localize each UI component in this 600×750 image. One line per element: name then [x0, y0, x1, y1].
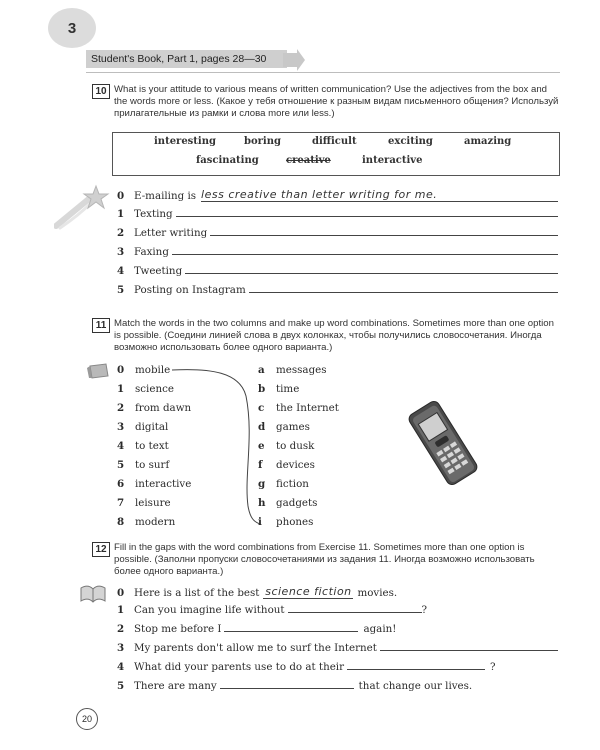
- sentence-after: that change our lives.: [358, 680, 473, 692]
- right-column-item[interactable]: [258, 402, 339, 414]
- item-word: games: [276, 421, 310, 433]
- item-number: 5: [117, 284, 125, 296]
- answer-line[interactable]: [249, 292, 558, 293]
- answer-line[interactable]: [210, 235, 558, 236]
- item-number: 7: [117, 497, 125, 509]
- students-book-reference: Student's Book, Part 1, pages 28—30: [86, 50, 287, 68]
- sentence-before: Can you imagine life without: [134, 604, 285, 616]
- sentence-after: movies.: [357, 587, 398, 599]
- item-number: 5: [117, 459, 125, 471]
- item-letter: f: [258, 459, 263, 471]
- item-word: leisure: [135, 497, 171, 509]
- item-word: to text: [135, 440, 169, 452]
- item-word: fiction: [276, 478, 309, 490]
- left-column-item[interactable]: [117, 364, 170, 376]
- item-number: 2: [117, 402, 125, 414]
- exercise-12-number: 12: [92, 542, 110, 557]
- exercise-12-item: [117, 680, 472, 692]
- item-number: 1: [117, 604, 125, 616]
- exercise-10-item: [117, 208, 558, 220]
- item-prompt: Faxing: [134, 246, 169, 258]
- box-word: difficult: [312, 136, 357, 147]
- eraser-icon: [86, 362, 110, 380]
- item-letter: h: [258, 497, 266, 509]
- item-prompt: Texting: [134, 208, 173, 220]
- item-number: 3: [117, 642, 125, 654]
- exercise-12-item: [117, 661, 496, 673]
- item-word: modern: [135, 516, 176, 528]
- item-number: 0: [117, 190, 125, 202]
- exercise-11-instruction-ru: (Соедини линией слова в двух колонках, чтобы получились словосочетания. Иногда возможно использовать более одного варианта.): [114, 330, 542, 353]
- left-column-item[interactable]: [117, 440, 169, 452]
- gap-line[interactable]: [220, 688, 354, 689]
- item-number: 6: [117, 478, 125, 490]
- item-word: mobile: [135, 364, 171, 376]
- box-word: exciting: [388, 136, 433, 147]
- item-word: time: [276, 383, 300, 395]
- exercise-10-number: 10: [92, 84, 110, 99]
- right-column-item[interactable]: [258, 440, 314, 452]
- item-word: to surf: [135, 459, 170, 471]
- item-letter: e: [258, 440, 265, 452]
- item-word: from dawn: [135, 402, 192, 414]
- sentence-before: There are many: [134, 680, 217, 692]
- exercise-10-item: [117, 284, 558, 296]
- right-column-item[interactable]: [258, 421, 310, 433]
- gap-line[interactable]: [224, 631, 358, 632]
- gap-line[interactable]: [380, 650, 558, 651]
- gap-line[interactable]: [288, 612, 422, 613]
- item-prompt: Letter writing: [134, 227, 208, 239]
- item-number: 1: [117, 383, 125, 395]
- item-word: science: [135, 383, 174, 395]
- exercise-10-instructions: [114, 84, 562, 120]
- item-word: the Internet: [276, 402, 339, 414]
- exercise-10-item: [117, 188, 558, 202]
- exercise-11-instruction-en: Match the words in the two columns and make up word combinations. Sometimes more than one option is possible.: [114, 318, 554, 341]
- gap-answer[interactable]: science fiction: [265, 585, 352, 598]
- box-word-crossed-out: creative: [286, 155, 331, 166]
- item-word: devices: [276, 459, 315, 471]
- right-column-item[interactable]: [258, 383, 299, 395]
- item-letter: d: [258, 421, 266, 433]
- item-prompt: Posting on Instagram: [134, 284, 246, 296]
- exercise-12-instruction-ru: (Заполни пропуски словосочетаниями из задания 11. Иногда возможно использовать более одного варианта.): [114, 554, 535, 577]
- item-letter: b: [258, 383, 266, 395]
- left-column-item[interactable]: [117, 497, 171, 509]
- item-number: 0: [117, 587, 125, 599]
- reference-arrow-icon: [283, 47, 305, 71]
- exercise-12-item: [117, 585, 397, 599]
- book-icon: [78, 584, 108, 604]
- right-column-item[interactable]: [258, 516, 313, 528]
- exercise-12-item: [117, 623, 396, 635]
- item-number: 8: [117, 516, 125, 528]
- item-word: interactive: [135, 478, 192, 490]
- sentence-after: again!: [363, 623, 397, 635]
- mobile-phone-icon: [398, 398, 488, 488]
- left-column-item[interactable]: [117, 383, 174, 395]
- item-word: messages: [276, 364, 327, 376]
- item-number: 0: [117, 364, 125, 376]
- left-column-item[interactable]: [117, 421, 168, 433]
- exercise-10-instruction-ru: (Какое у тебя отношение к разным видам письменного общения? Используй прилагательные из рамки и слова more или less.): [114, 96, 559, 119]
- item-answer[interactable]: less creative than letter writing for me.: [201, 188, 558, 202]
- item-number: 4: [117, 265, 125, 277]
- item-number: 3: [117, 421, 125, 433]
- sentence-before: Here is a list of the best: [134, 587, 260, 599]
- right-column-item[interactable]: [258, 478, 309, 490]
- divider: [86, 72, 560, 73]
- exercise-10-instruction-en: What is your attitude to various means of written communication? Use the adjectives from the box and the words more or less.: [114, 84, 547, 107]
- item-word: phones: [276, 516, 314, 528]
- box-word: amazing: [464, 136, 512, 147]
- item-letter: g: [258, 478, 266, 490]
- right-column-item[interactable]: [258, 364, 327, 376]
- gap-line[interactable]: [347, 669, 485, 670]
- matching-line: [170, 366, 270, 528]
- left-column-item[interactable]: [117, 459, 169, 471]
- item-number: 2: [117, 227, 125, 239]
- box-word: interactive: [362, 155, 423, 166]
- exercise-11-instructions: [114, 318, 562, 354]
- answer-line[interactable]: [176, 216, 558, 217]
- item-word: to dusk: [276, 440, 315, 452]
- item-number: 5: [117, 680, 125, 692]
- exercise-12-item: [117, 642, 558, 654]
- item-prompt: Tweeting: [134, 265, 183, 277]
- answer-line[interactable]: [185, 273, 558, 274]
- item-number: 4: [117, 661, 125, 673]
- page-number: 20: [76, 708, 98, 730]
- exercise-12-instruction-en: Fill in the gaps with the word combinations from Exercise 11. Sometimes more than one option is possible.: [114, 542, 525, 565]
- unit-badge: [48, 8, 96, 48]
- item-letter: c: [258, 402, 265, 414]
- exercise-12-item: [117, 604, 427, 616]
- shooting-star-icon: [54, 182, 110, 230]
- sentence-after: ?: [421, 604, 428, 616]
- exercise-10-item: [117, 265, 558, 277]
- sentence-before: Stop me before I: [134, 623, 222, 635]
- exercise-10-item: [117, 227, 558, 239]
- exercise-10-item: [117, 246, 558, 258]
- item-number: 3: [117, 246, 125, 258]
- box-word: interesting: [154, 136, 216, 147]
- exercise-12-instructions: [114, 542, 562, 578]
- box-word: fascinating: [196, 155, 259, 166]
- item-number: 1: [117, 208, 125, 220]
- left-column-item[interactable]: [117, 516, 175, 528]
- item-prompt: E-mailing is: [134, 190, 197, 202]
- sentence-before: What did your parents use to do at their: [134, 661, 345, 673]
- answer-line[interactable]: [172, 254, 558, 255]
- item-number: 4: [117, 440, 125, 452]
- sentence-after: ?: [490, 661, 496, 673]
- exercise-11-number: 11: [92, 318, 110, 333]
- item-letter: i: [258, 516, 262, 528]
- sentence-before: My parents don't allow me to surf the Internet: [134, 642, 377, 654]
- right-column-item[interactable]: [258, 459, 315, 471]
- box-word: boring: [244, 136, 281, 147]
- item-letter: a: [258, 364, 265, 376]
- item-word: digital: [135, 421, 169, 433]
- item-number: 2: [117, 623, 125, 635]
- item-word: gadgets: [276, 497, 318, 509]
- right-column-item[interactable]: [258, 497, 317, 509]
- unit-number: 3: [67, 19, 77, 37]
